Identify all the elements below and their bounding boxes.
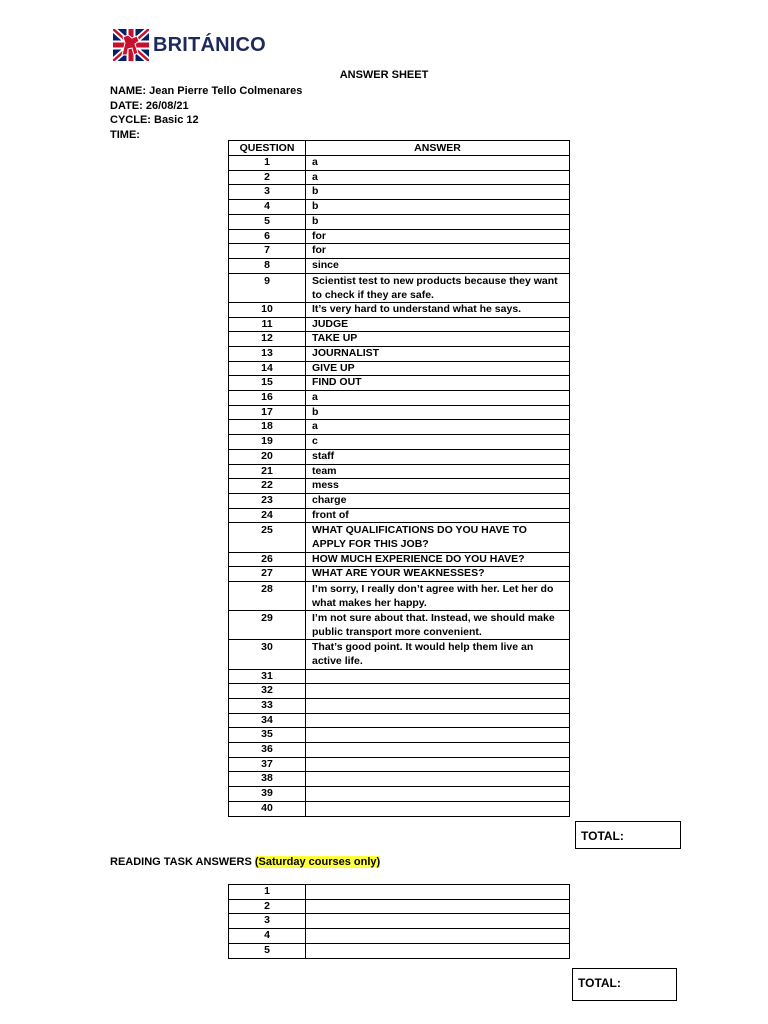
answer-cell <box>306 801 570 816</box>
table-row <box>229 698 570 713</box>
total-box <box>575 821 681 849</box>
answer-cell <box>306 772 570 787</box>
answer-cell: a <box>306 420 570 435</box>
table-row <box>229 508 570 523</box>
table-row <box>229 772 570 787</box>
table-row <box>229 684 570 699</box>
answer-cell <box>306 713 570 728</box>
table-row <box>229 523 570 552</box>
answer-cell: front of <box>306 508 570 523</box>
answer-cell: a <box>306 170 570 185</box>
reading-answers-table <box>228 884 570 959</box>
table-row <box>229 200 570 215</box>
question-number: 15 <box>229 376 306 391</box>
answers-header-row <box>229 141 570 156</box>
table-row <box>229 757 570 772</box>
reading-total-box <box>572 968 677 1001</box>
question-number: 21 <box>229 464 306 479</box>
question-number: 10 <box>229 302 306 317</box>
table-row <box>229 479 570 494</box>
student-info <box>110 84 302 142</box>
question-number: 5 <box>229 214 306 229</box>
question-number: 8 <box>229 258 306 273</box>
question-number: 1 <box>229 156 306 171</box>
table-row <box>229 567 570 582</box>
reading-row <box>229 929 570 944</box>
reading-question-number: 2 <box>229 899 306 914</box>
answer-cell: It’s very hard to understand what he says. <box>306 302 570 317</box>
question-number: 29 <box>229 611 306 640</box>
question-number: 34 <box>229 713 306 728</box>
table-row <box>229 376 570 391</box>
question-number: 37 <box>229 757 306 772</box>
answer-cell: b <box>306 200 570 215</box>
table-row <box>229 302 570 317</box>
reading-table-body <box>229 885 570 959</box>
reading-row <box>229 899 570 914</box>
answer-cell: WHAT ARE YOUR WEAKNESSES? <box>306 567 570 582</box>
question-number: 13 <box>229 346 306 361</box>
reading-task-title <box>110 856 380 868</box>
question-number: 19 <box>229 435 306 450</box>
answer-cell: GIVE UP <box>306 361 570 376</box>
table-row <box>229 493 570 508</box>
time-line: TIME: <box>110 128 140 141</box>
question-number: 22 <box>229 479 306 494</box>
table-row <box>229 273 570 302</box>
question-number: 36 <box>229 743 306 758</box>
total-label: TOTAL: <box>581 829 624 843</box>
table-row <box>229 640 570 669</box>
answer-cell: WHAT QUALIFICATIONS DO YOU HAVE TO APPLY FOR THIS JOB? <box>306 523 570 552</box>
question-number: 33 <box>229 698 306 713</box>
date-line: DATE: 26/08/21 <box>110 99 189 112</box>
question-number: 20 <box>229 449 306 464</box>
question-column-header: QUESTION <box>229 141 306 156</box>
table-row <box>229 391 570 406</box>
question-number: 23 <box>229 493 306 508</box>
answer-cell <box>306 669 570 684</box>
reading-question-number: 4 <box>229 929 306 944</box>
reading-question-number: 1 <box>229 885 306 900</box>
answer-cell: for <box>306 244 570 259</box>
britanico-logo <box>113 29 266 61</box>
table-row <box>229 464 570 479</box>
answer-cell <box>306 728 570 743</box>
answer-cell: charge <box>306 493 570 508</box>
question-number: 14 <box>229 361 306 376</box>
answer-cell: I’m sorry, I really don’t agree with her. Let her do what makes her happy. <box>306 581 570 610</box>
question-number: 27 <box>229 567 306 582</box>
question-number: 12 <box>229 332 306 347</box>
table-row <box>229 435 570 450</box>
question-number: 24 <box>229 508 306 523</box>
answer-cell <box>306 684 570 699</box>
union-jack-lion-crest-icon <box>113 29 149 61</box>
table-row <box>229 743 570 758</box>
question-number: 4 <box>229 200 306 215</box>
table-row <box>229 713 570 728</box>
table-row <box>229 405 570 420</box>
reading-row <box>229 914 570 929</box>
reading-total-label: TOTAL: <box>578 976 621 990</box>
question-number: 3 <box>229 185 306 200</box>
question-number: 16 <box>229 391 306 406</box>
answer-cell: c <box>306 435 570 450</box>
answer-cell <box>306 698 570 713</box>
table-row <box>229 346 570 361</box>
saturday-courses-note: (Saturday courses only) <box>254 856 381 868</box>
answer-cell: mess <box>306 479 570 494</box>
question-number: 17 <box>229 405 306 420</box>
answers-table-body <box>229 156 570 817</box>
reading-answer-cell <box>306 885 570 900</box>
reading-question-number: 3 <box>229 914 306 929</box>
table-row <box>229 229 570 244</box>
question-number: 31 <box>229 669 306 684</box>
table-row <box>229 449 570 464</box>
answer-cell: Scientist test to new products because they want to check if they are safe. <box>306 273 570 302</box>
table-row <box>229 611 570 640</box>
answer-cell: b <box>306 185 570 200</box>
table-row <box>229 552 570 567</box>
question-number: 30 <box>229 640 306 669</box>
table-row <box>229 317 570 332</box>
table-row <box>229 420 570 435</box>
answer-cell <box>306 787 570 802</box>
question-number: 6 <box>229 229 306 244</box>
answer-cell: HOW MUCH EXPERIENCE DO YOU HAVE? <box>306 552 570 567</box>
question-number: 25 <box>229 523 306 552</box>
table-row <box>229 787 570 802</box>
brand-name: BRITÁNICO <box>153 33 266 56</box>
table-row <box>229 361 570 376</box>
question-number: 26 <box>229 552 306 567</box>
answer-cell: FIND OUT <box>306 376 570 391</box>
question-number: 35 <box>229 728 306 743</box>
question-number: 39 <box>229 787 306 802</box>
answer-cell <box>306 743 570 758</box>
answer-cell: b <box>306 214 570 229</box>
answer-cell <box>306 757 570 772</box>
reading-title-text: READING TASK ANSWERS <box>110 856 255 868</box>
table-row <box>229 170 570 185</box>
reading-answer-cell <box>306 929 570 944</box>
answer-cell: I’m not sure about that. Instead, we should make public transport more convenient. <box>306 611 570 640</box>
question-number: 40 <box>229 801 306 816</box>
answer-cell: That’s good point. It would help them live an active life. <box>306 640 570 669</box>
answer-cell: a <box>306 156 570 171</box>
reading-question-number: 5 <box>229 943 306 958</box>
question-number: 32 <box>229 684 306 699</box>
table-row <box>229 728 570 743</box>
question-number: 2 <box>229 170 306 185</box>
table-row <box>229 801 570 816</box>
question-number: 9 <box>229 273 306 302</box>
answer-cell: staff <box>306 449 570 464</box>
name-line: NAME: Jean Pierre Tello Colmenares <box>110 85 303 97</box>
answer-cell: for <box>306 229 570 244</box>
question-number: 18 <box>229 420 306 435</box>
table-row <box>229 332 570 347</box>
answer-cell: JUDGE <box>306 317 570 332</box>
table-row <box>229 258 570 273</box>
reading-row <box>229 943 570 958</box>
table-row <box>229 244 570 259</box>
answer-cell: JOURNALIST <box>306 346 570 361</box>
answer-cell: TAKE UP <box>306 332 570 347</box>
reading-answer-cell <box>306 943 570 958</box>
reading-answer-cell <box>306 899 570 914</box>
sheet-title: ANSWER SHEET <box>339 69 429 81</box>
answer-cell: since <box>306 258 570 273</box>
question-number: 11 <box>229 317 306 332</box>
answer-column-header: ANSWER <box>306 141 570 156</box>
table-row <box>229 214 570 229</box>
reading-row <box>229 885 570 900</box>
table-row <box>229 156 570 171</box>
question-number: 7 <box>229 244 306 259</box>
table-row <box>229 185 570 200</box>
answers-table <box>228 140 570 817</box>
table-row <box>229 669 570 684</box>
question-number: 38 <box>229 772 306 787</box>
reading-answer-cell <box>306 914 570 929</box>
cycle-line: CYCLE: Basic 12 <box>110 114 199 126</box>
table-row <box>229 581 570 610</box>
answer-cell: b <box>306 405 570 420</box>
question-number: 28 <box>229 581 306 610</box>
answer-cell: a <box>306 391 570 406</box>
answer-cell: team <box>306 464 570 479</box>
